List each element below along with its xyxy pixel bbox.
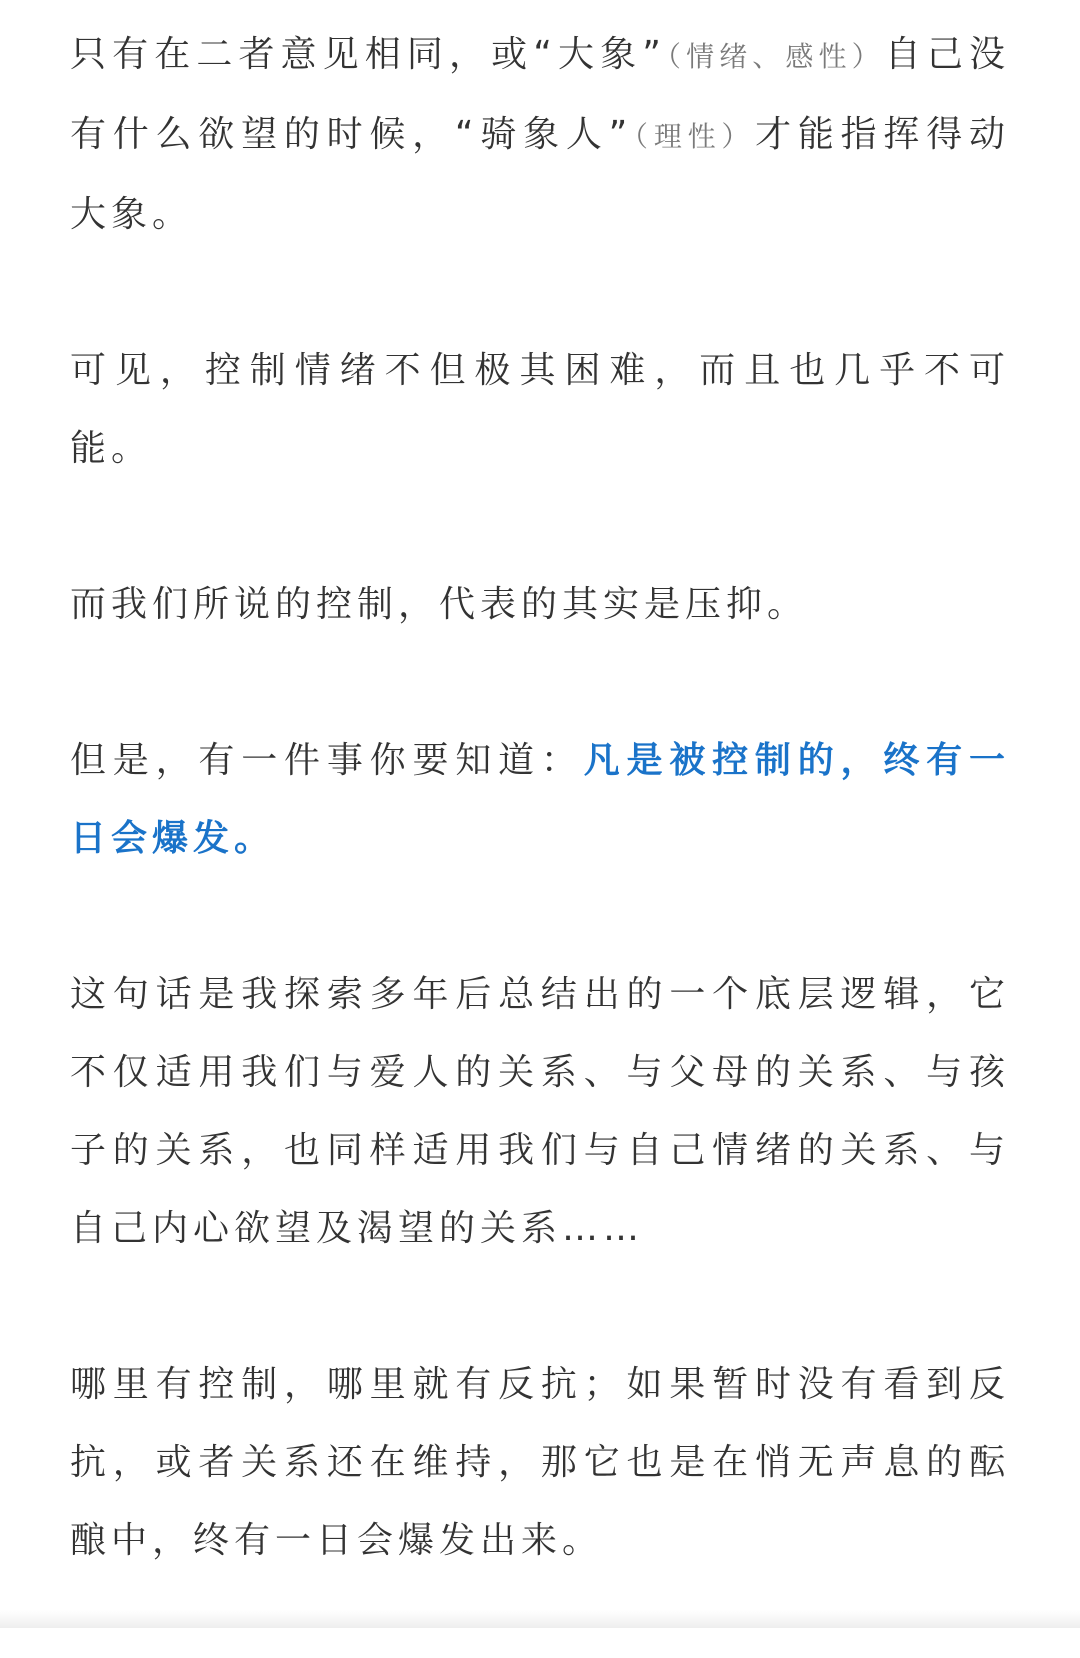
- paragraph-key-point: [70, 722, 1010, 878]
- paragraph-control-suppression: 而我们所说的控制，代表的其实是压抑。: [70, 584, 809, 625]
- article-body: [70, 16, 1010, 1658]
- paragraph-text: 自己没有什么欲望的时候，“骑象人”: [70, 34, 1010, 155]
- bottom-fade-divider: [0, 1610, 1080, 1628]
- paragraph-resistance: 哪里有控制，哪里就有反抗；如果暂时没有看到反抗，或者关系还在维持，那它也是在悄无声息的酝酿中，终有一日会爆发出来。: [70, 1364, 1010, 1561]
- paragraph-text: 只有在二者意见相同，或“大象”: [70, 34, 666, 75]
- paragraph-underlying-logic: 这句话是我探索多年后总结出的一个底层逻辑，它不仅适用我们与爱人的关系、与父母的关系、与孩子的关系，也同样适用我们与自己情绪的关系、与自己内心欲望及渴望的关系……: [70, 974, 1010, 1249]
- highlighted-quote: 凡是被控制的，终有一日会爆发。: [70, 740, 1010, 859]
- paragraph-text: 才能指挥得动大象。: [70, 114, 1010, 235]
- paragraph-text: 但是，有一件事你要知道：: [70, 740, 584, 781]
- annotation-emotion: （情绪、感性）: [665, 40, 885, 73]
- paragraph-elephant-rider: [70, 16, 1010, 254]
- annotation-reason: （理性）: [632, 120, 756, 153]
- paragraph-control-difficult: 可见，控制情绪不但极其困难，而且也几乎不可能。: [70, 350, 1010, 469]
